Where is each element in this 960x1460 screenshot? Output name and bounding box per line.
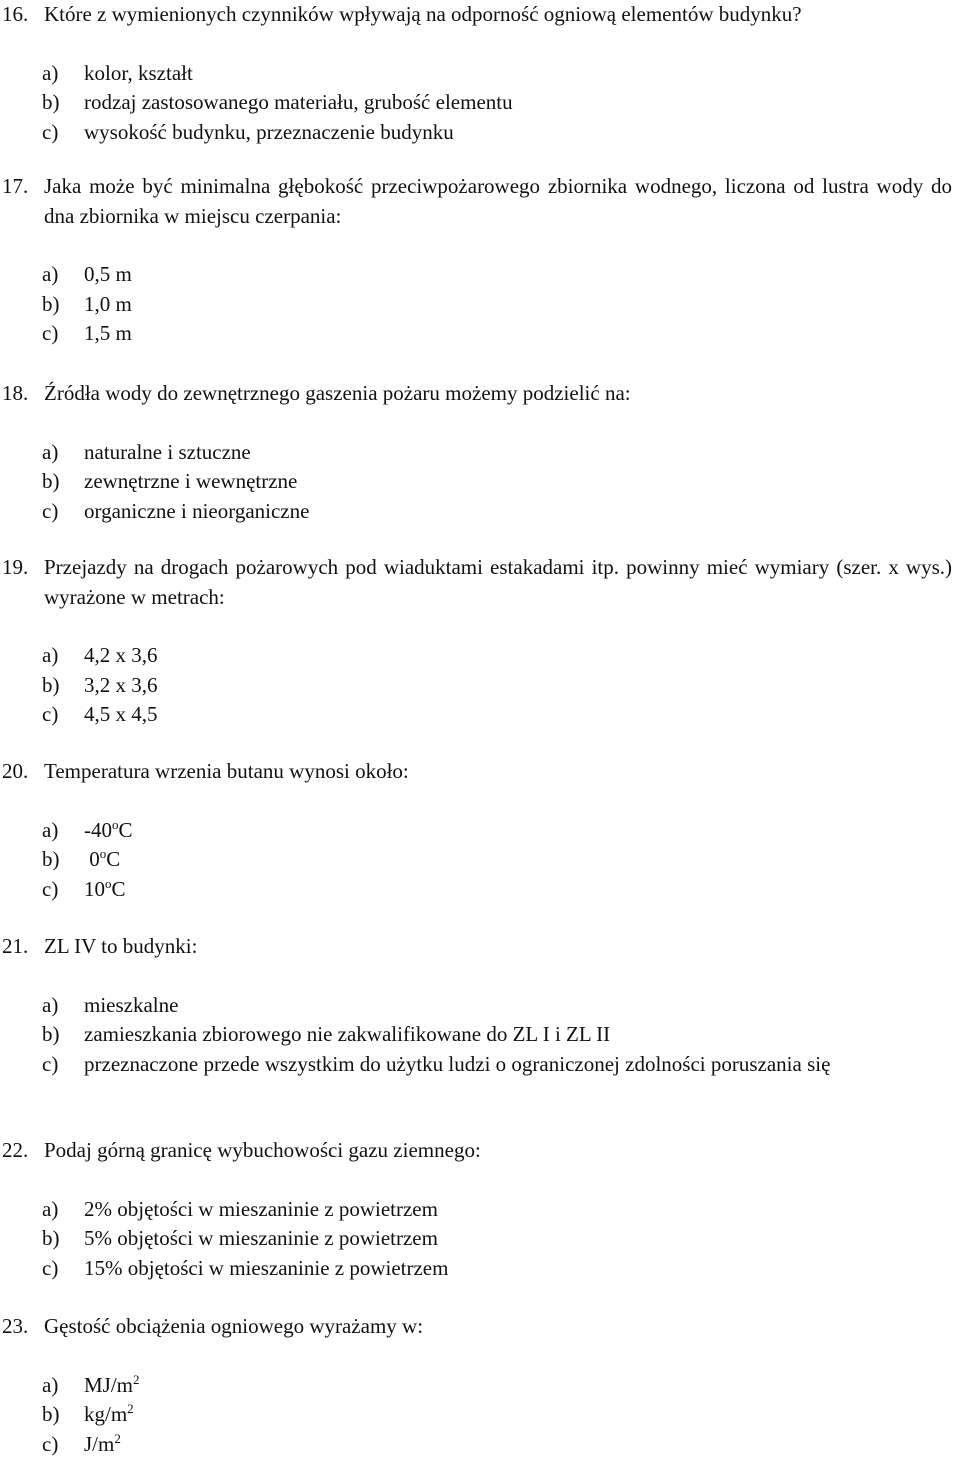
temperature-unit: C bbox=[111, 876, 126, 901]
option-text: rodzaj zastosowanego materiału, grubość elementu bbox=[84, 90, 513, 114]
option-letter: a) bbox=[42, 1372, 59, 1397]
temperature-unit: C bbox=[118, 817, 133, 842]
degree-superscript: o bbox=[99, 846, 107, 861]
answer-option-b bbox=[0, 88, 960, 118]
unit-value: kg/m bbox=[84, 1402, 128, 1426]
question-23 bbox=[0, 1312, 960, 1459]
option-letter: a) bbox=[42, 817, 59, 842]
option-text: 1,0 m bbox=[84, 291, 132, 316]
option-letter: b) bbox=[42, 1402, 60, 1426]
option-letter: c) bbox=[42, 702, 59, 726]
option-letter: c) bbox=[42, 1431, 59, 1456]
option-text: przeznaczone przede wszystkim do użytku ludzi o ograniczonej zdolności poruszania się bbox=[84, 1051, 831, 1076]
question-number: 18. bbox=[2, 381, 29, 405]
answer-options bbox=[0, 438, 960, 527]
temperature-value: -40 bbox=[84, 817, 112, 842]
answer-option-b bbox=[0, 290, 960, 320]
question-text: Przejazdy na drogach pożarowych pod wiaduktami estakadami itp. powinny mieć wymiary (szer. x wys.) wyrażone w metrach: bbox=[44, 555, 952, 609]
option-letter: a) bbox=[42, 60, 59, 85]
option-text: 4,2 x 3,6 bbox=[84, 643, 158, 667]
answer-options bbox=[0, 641, 960, 730]
answer-options bbox=[0, 991, 960, 1080]
option-text: zewnętrzne i wewnętrzne bbox=[84, 469, 298, 493]
option-letter: b) bbox=[42, 291, 60, 316]
option-text: wysokość budynku, przeznaczenie budynku bbox=[84, 119, 454, 144]
answer-option-b bbox=[0, 467, 960, 497]
question-stem bbox=[0, 1136, 960, 1166]
question-text: ZL IV to budynki: bbox=[44, 934, 198, 958]
answer-options bbox=[0, 260, 960, 349]
option-letter: c) bbox=[42, 119, 59, 144]
answer-options bbox=[0, 1195, 960, 1284]
unit-exponent: 2 bbox=[114, 1430, 121, 1446]
degree-superscript: o bbox=[105, 875, 112, 891]
answer-option-c bbox=[0, 1254, 960, 1284]
unit-value: J/m bbox=[84, 1431, 115, 1456]
answer-option-b bbox=[0, 1400, 960, 1430]
degree-superscript: o bbox=[112, 816, 119, 832]
unit-exponent: 2 bbox=[127, 1401, 134, 1416]
temperature-value: 10 bbox=[84, 876, 105, 901]
answer-option-c bbox=[0, 875, 960, 905]
question-number: 17. bbox=[2, 174, 29, 198]
question-text: Temperatura wrzenia butanu wynosi około: bbox=[44, 759, 409, 783]
option-letter: c) bbox=[42, 1051, 59, 1076]
question-number: 22. bbox=[2, 1138, 29, 1162]
answer-option-a bbox=[0, 1195, 960, 1225]
question-text: Źródła wody do zewnętrznego gaszenia pożaru możemy podzielić na: bbox=[44, 381, 631, 405]
question-number: 16. bbox=[2, 2, 29, 26]
option-text: organiczne i nieorganiczne bbox=[84, 498, 310, 523]
question-17 bbox=[0, 172, 960, 349]
question-number: 21. bbox=[2, 934, 29, 958]
question-stem bbox=[0, 379, 960, 409]
answer-option-c bbox=[0, 497, 960, 527]
option-letter: a) bbox=[42, 643, 59, 667]
option-letter: b) bbox=[42, 1226, 60, 1250]
option-letter: a) bbox=[42, 1196, 59, 1221]
option-text bbox=[84, 1430, 960, 1460]
option-letter: b) bbox=[42, 90, 60, 114]
question-stem bbox=[0, 757, 960, 787]
option-text: naturalne i sztuczne bbox=[84, 439, 251, 464]
answer-options bbox=[0, 816, 960, 905]
question-stem bbox=[0, 172, 960, 231]
answer-option-b bbox=[0, 1224, 960, 1254]
option-text: 3,2 x 3,6 bbox=[84, 672, 158, 697]
option-letter: c) bbox=[42, 1255, 59, 1280]
question-stem bbox=[0, 0, 960, 30]
option-letter: c) bbox=[42, 321, 59, 345]
answer-option-a bbox=[0, 59, 960, 89]
option-text bbox=[84, 845, 960, 875]
option-letter: b) bbox=[42, 469, 60, 493]
option-text: 5% objętości w mieszaninie z powietrzem bbox=[84, 1226, 438, 1250]
answer-option-c bbox=[0, 1050, 960, 1080]
answer-option-a bbox=[0, 1371, 960, 1401]
option-text: kolor, kształt bbox=[84, 60, 193, 85]
option-text bbox=[84, 1400, 960, 1430]
question-number: 20. bbox=[2, 759, 29, 783]
answer-option-a bbox=[0, 816, 960, 846]
question-stem bbox=[0, 553, 960, 612]
answer-option-a bbox=[0, 641, 960, 671]
option-text bbox=[84, 1371, 960, 1401]
answer-options bbox=[0, 59, 960, 148]
question-22 bbox=[0, 1136, 960, 1283]
option-text: 15% objętości w mieszaninie z powietrzem bbox=[84, 1255, 449, 1280]
answer-option-c bbox=[0, 700, 960, 730]
answer-option-c bbox=[0, 319, 960, 349]
option-text: 0,5 m bbox=[84, 262, 132, 286]
question-20 bbox=[0, 757, 960, 904]
option-text: 4,5 x 4,5 bbox=[84, 702, 158, 726]
answer-option-b bbox=[0, 845, 960, 875]
option-letter: b) bbox=[42, 672, 60, 697]
option-text bbox=[84, 816, 960, 846]
option-letter: b) bbox=[42, 847, 60, 871]
question-text: Które z wymienionych czynników wpływają na odporność ogniową elementów budynku? bbox=[44, 2, 802, 26]
unit-value: MJ/m bbox=[84, 1372, 134, 1397]
question-stem bbox=[0, 932, 960, 962]
temperature-unit: C bbox=[106, 847, 121, 871]
option-text bbox=[84, 875, 960, 905]
answer-option-c bbox=[0, 1430, 960, 1460]
option-text: 1,5 m bbox=[84, 321, 132, 345]
question-21 bbox=[0, 932, 960, 1079]
unit-exponent: 2 bbox=[133, 1371, 140, 1387]
question-16 bbox=[0, 0, 960, 147]
question-text: Podaj górną granicę wybuchowości gazu ziemnego: bbox=[44, 1138, 481, 1162]
option-text: mieszkalne bbox=[84, 992, 179, 1017]
option-letter: b) bbox=[42, 1022, 60, 1046]
answer-option-b bbox=[0, 1020, 960, 1050]
temperature-value: 0 bbox=[84, 847, 100, 871]
answer-option-a bbox=[0, 438, 960, 468]
option-letter: c) bbox=[42, 498, 59, 523]
answer-option-b bbox=[0, 671, 960, 701]
answer-option-c bbox=[0, 118, 960, 148]
answer-option-a bbox=[0, 991, 960, 1021]
answer-options bbox=[0, 1371, 960, 1460]
question-number: 19. bbox=[2, 555, 29, 579]
question-stem bbox=[0, 1312, 960, 1342]
option-text: 2% objętości w mieszaninie z powietrzem bbox=[84, 1196, 438, 1221]
option-letter: a) bbox=[42, 992, 59, 1017]
question-text: Jaka może być minimalna głębokość przeciwpożarowego zbiornika wodnego, liczona od lustra wody do dna zbiornika w miejscu czerpania: bbox=[44, 174, 952, 228]
option-text: zamieszkania zbiorowego nie zakwalifikowane do ZL I i ZL II bbox=[84, 1022, 611, 1046]
question-18 bbox=[0, 379, 960, 526]
option-letter: a) bbox=[42, 262, 59, 286]
answer-option-a bbox=[0, 260, 960, 290]
question-text: Gęstość obciążenia ogniowego wyrażamy w: bbox=[44, 1314, 424, 1338]
question-19 bbox=[0, 553, 960, 730]
option-letter: c) bbox=[42, 876, 59, 901]
option-letter: a) bbox=[42, 439, 59, 464]
question-number: 23. bbox=[2, 1314, 29, 1338]
